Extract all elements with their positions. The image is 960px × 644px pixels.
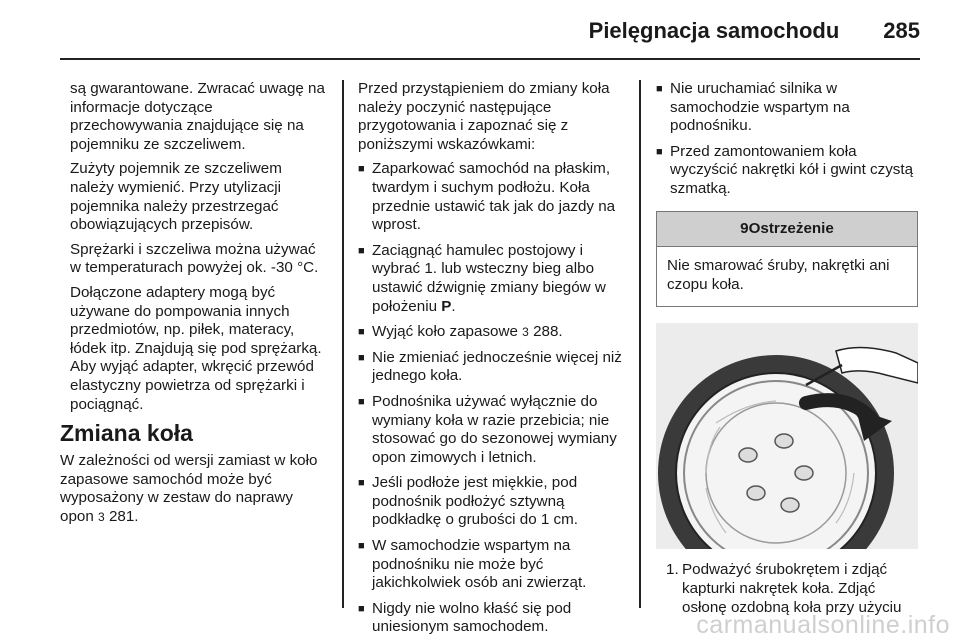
column-1 <box>60 80 328 532</box>
warning-triangle-icon: 9 <box>740 219 749 237</box>
wheel-illustration <box>656 323 918 549</box>
numbered-step <box>656 561 918 617</box>
list-item: ■ Przed zamontowaniem koła wyczyścić nakrętki kół i gwint czystą szmatką. <box>656 143 918 199</box>
paragraph <box>60 452 328 526</box>
page-header <box>589 18 920 44</box>
paragraph: Dołączone adaptery mogą być używane do pompowania innych przedmiotów, np. piłek, materacy, łódek itp. Znajdują się pod sprężarką. Aby wyjąć adapter, wkręcić przewód elastyczny powietrza od sprężarki i pociągnąć. <box>70 283 322 413</box>
gear-position-label: P <box>441 297 452 315</box>
list-item-text: Zaciągnąć hamulec postojowy i wybrać 1. lub wsteczny bieg albo ustawić dźwignię zmiany biegów w położeniu <box>372 241 606 315</box>
column-2 <box>358 80 622 644</box>
list-item: ■ Jeśli podłoże jest miękkie, pod podnośnik podłożyć sztywną podkładkę o grubości do 1 cm. <box>358 474 622 530</box>
reference-arrow-icon: 3 <box>522 325 529 340</box>
reference-arrow-icon: 3 <box>98 509 105 524</box>
header-rule <box>60 58 920 60</box>
page-title: Pielęgnacja samochodu <box>588 18 840 43</box>
warning-header <box>657 212 917 248</box>
list-item: ■ Podnośnika używać wyłącznie do wymiany koła w razie przebicia; nie stosować go do sezonowej wymiany opon zimowych i letnich. <box>358 393 622 467</box>
warning-title: Ostrzeżenie <box>748 219 834 237</box>
list-item: ■ Zaciągnąć hamulec postojowy i wybrać 1. lub wsteczny bieg albo ustawić dźwignię zmiany biegów w położeniu P. <box>358 242 622 316</box>
step-number: 1. <box>666 561 679 579</box>
watermark: carmanualsonline.info <box>696 611 950 639</box>
warning-box <box>656 211 918 308</box>
list-item: ■ Nie zmieniać jednocześnie więcej niż jednego koła. <box>358 349 622 386</box>
paragraph: są gwarantowane. Zwracać uwagę na informacje dotyczące przechowywania znajdujące się na pojemniku ze szczeliwem. <box>70 80 325 153</box>
page-number: 285 <box>883 18 920 43</box>
paragraph: Zużyty pojemnik ze szczeliwem należy wymienić. Przy utylizacji pojemnika należy przestrzegać obowiązujących przepisów. <box>70 160 282 234</box>
section-heading: Zmiana koła <box>60 420 193 447</box>
list-item: ■ W samochodzie wspartym na podnośniku nie może być jakichkolwiek osób ani zwierząt. <box>358 537 622 593</box>
paragraph: Sprężarki i szczeliwa można używać w temperaturach powyżej ok. -30 °C. <box>70 240 319 277</box>
list-item: ■ Zaparkować samochód na płaskim, twardym i suchym podłożu. Koła przednie ustawić tak jak do jazdy na wprost. <box>358 160 622 234</box>
list-item: ■ Nigdy nie wolno kłaść się pod uniesionym samochodem. <box>358 600 622 637</box>
column-divider-2 <box>639 80 641 608</box>
step-text: Podważyć śrubokrętem i zdjąć kapturki nakrętek koła. Zdjąć osłonę ozdobną koła przy użyciu <box>682 561 902 616</box>
warning-text: Nie smarować śruby, nakrętki ani czopu koła. <box>667 257 890 293</box>
column-3 <box>656 80 918 617</box>
page-reference[interactable]: 281. <box>108 507 139 525</box>
list-item: ■ Nie uruchamiać silnika w samochodzie wspartym na podnośniku. <box>656 80 918 136</box>
column-divider-1 <box>342 80 344 608</box>
paragraph: Przed przystąpieniem do zmiany koła należy poczynić następujące przygotowania i zapoznać się z poniższymi wskazówkami: <box>358 80 610 153</box>
list-item-text: Wyjąć koło zapasowe <box>372 323 518 341</box>
list-item <box>358 323 622 342</box>
wheel-cover-image <box>656 323 918 549</box>
paragraph-text: W zależności od wersji zamiast w koło zapasowe samochód może być wyposażony w zestaw do naprawy opon <box>60 452 318 525</box>
page-reference[interactable]: 288. <box>533 323 563 341</box>
